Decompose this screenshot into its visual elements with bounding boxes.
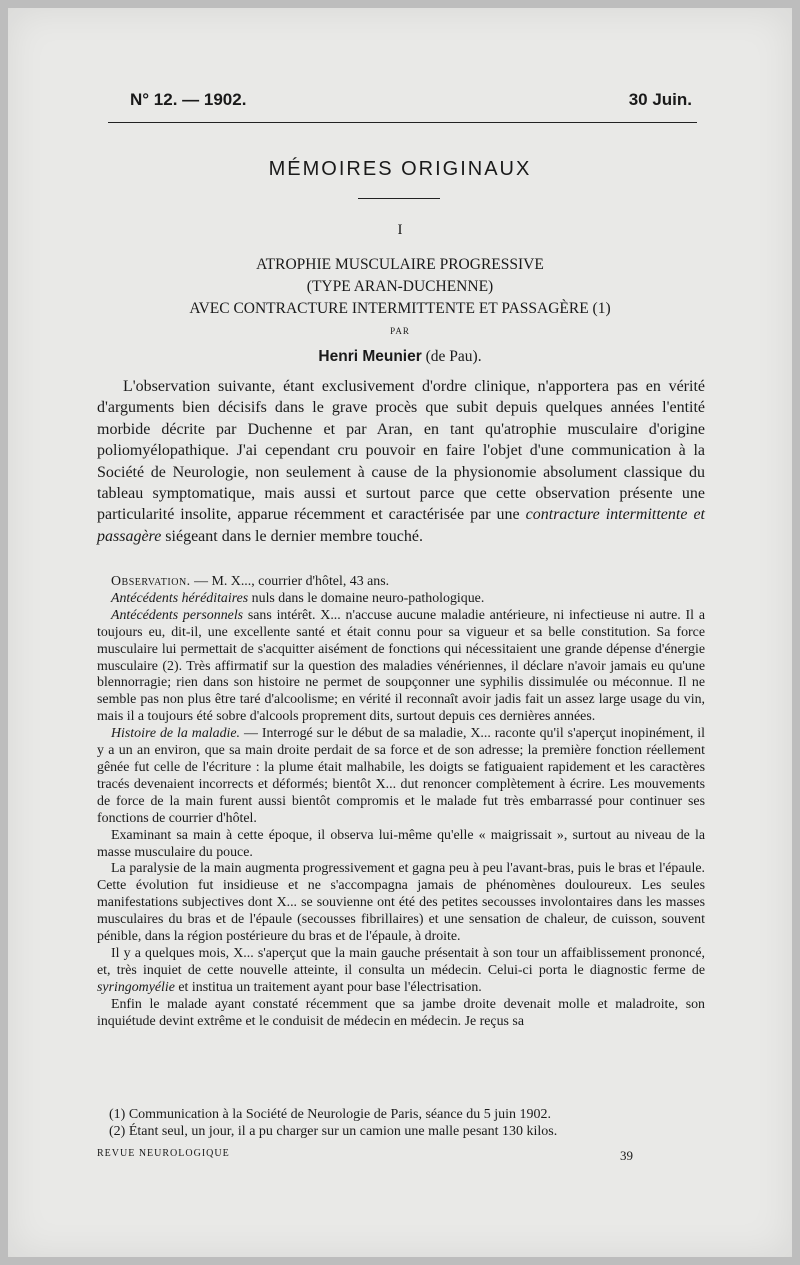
issue-number: N° 12. — 1902. bbox=[130, 90, 247, 109]
footnote: (1) Communication à la Société de Neurologie de Paris, séance du 5 juin 1902. bbox=[109, 1107, 552, 1122]
observation-heading: Observation. — M. X..., courrier d'hôtel, 43 ans. bbox=[111, 574, 390, 589]
section-title: MÉMOIRES ORIGINAUX bbox=[268, 158, 532, 180]
article-title bbox=[8, 254, 792, 320]
personal-history-paragraph: Antécédents personnels sans intérêt. X... n'accuse aucune maladie antérieure, ni infectieuse ni autre. Il a toujours eu, dit-il, une excellente santé et était connu pour sa vigueur et sa belle constitution. Sa force musculaire lui permettait de s'acquitter aisément de fonctions qui nécessitaient une grande dépense d'énergie musculaire (2). Très affirmatif sur la question des maladies vénériennes, il déclare n'avoir jamais eu qu'une blennorragie; rien dans son histoire ne permet de soupçonner une syphilis dissimulée ou méconnue. Il ne semble pas non plus être taré d'alcoolisme; en vérité il reconnaît avoir jadis fait un assez large usage du vin, mais il a toujours été sobre d'alcools proprement dits, surtout depuis ces dernières années. bbox=[97, 607, 705, 725]
disease-history-paragraph: Histoire de la maladie. — Interrogé sur le début de sa maladie, X... raconte qu'il s'aperçut inopinément, il y a un an environ, que sa main droite perdait de sa force et de son adresse; la première fonction réellement gênée fut celle de l'écriture : la plume était malhabile, les doigts se fatiguaient rapidement et les caractères tracés devenaient incorrects et déformés; bientôt X... dut renoncer complètement à écrire. Les mouvements de force de la main furent aussi bientôt compromis et le malade fut très embarrassé pour continuer ses fonctions de courrier d'hôtel. bbox=[97, 726, 705, 826]
footnotes bbox=[97, 1106, 705, 1140]
journal-name: REVUE NEUROLOGIQUE bbox=[97, 1148, 230, 1159]
intro-text bbox=[97, 376, 705, 547]
author-name: Henri Meunier bbox=[318, 348, 422, 365]
title-line: AVEC CONTRACTURE INTERMITTENTE ET PASSAGÈRE (1) bbox=[189, 300, 611, 317]
final-paragraph: Enfin le malade ayant constaté récemment que sa jambe droite devenait molle et maladroite, son inquiétude devint extrême et le conduisit de médecin en médecin. Je reçus sa bbox=[97, 996, 705, 1029]
title-line: ATROPHIE MUSCULAIRE PROGRESSIVE bbox=[256, 256, 544, 273]
par-label: PAR bbox=[390, 326, 410, 336]
left-hand-paragraph: Il y a quelques mois, X... s'aperçut que la main gauche présentait à son tour un affaiblissement prononcé, et, très inquiet de cette nouvelle atteinte, il consulta un médecin. Celui-ci porta le diagnostic ferme de syringomyélie et institua un traitement ayant pour base l'électrisation. bbox=[97, 945, 705, 995]
examination-paragraph: Examinant sa main à cette époque, il observa lui-même qu'elle « maigrissait », surtout au niveau de la masse musculaire du pouce. bbox=[97, 827, 705, 860]
footnote: (2) Étant seul, un jour, il a pu charger sur un camion une malle pesant 130 kilos. bbox=[109, 1124, 558, 1139]
author-place: (de Pau). bbox=[425, 348, 482, 365]
intro-paragraph: L'observation suivante, étant exclusivement d'ordre clinique, n'apportera pas en vérité d'arguments bien décisifs dans le grave procès que subit depuis quelques années l'entité morbide décrite par Duchenne et par Aran, en tant qu'atrophie musculaire d'origine poliomyélopathique. J'ai cependant cru pouvoir en faire l'objet d'une communication à la Société de Neurologie, non seulement à cause de la physionomie absolument classique du tableau symptomatique, mais aussi et surtout parce que cette observation présente une particularité insolite, apparue récemment et caractérisée par une contracture intermittente et passagère siégeant dans le dernier membre touché. bbox=[97, 378, 705, 545]
observation-label: Observation. bbox=[111, 574, 191, 589]
page-footer bbox=[97, 1148, 705, 1163]
hereditary-paragraph: Antécédents héréditaires nuls dans le domaine neuro-pathologique. bbox=[111, 590, 485, 606]
header-rule bbox=[108, 122, 697, 123]
journal-page bbox=[8, 8, 792, 1257]
page-number: 39 bbox=[620, 1148, 633, 1163]
intro-emphasis: contracture intermittente et passagère bbox=[97, 506, 705, 545]
section-rule bbox=[358, 198, 440, 199]
byline bbox=[8, 348, 792, 366]
article-number: I bbox=[397, 222, 403, 238]
paralysis-paragraph: La paralysie de la main augmenta progressivement et gagna peu à peu l'avant-bras, puis le bras et l'épaule. Cette évolution fut insidieuse et ne s'accompagna jamais de phénomènes douloureux. Les seules manifestations subjectives dont X... se souvienne ont été des petites secousses involontaires dans les masses musculaires du bras et de l'épaule (secousses fibrillaires) et une sensation de chaleur, de cuisson, souvent pénible, dans la région postérieure du bras et de l'épaule, à droite. bbox=[97, 861, 705, 945]
title-line: (TYPE ARAN-DUCHENNE) bbox=[306, 278, 494, 295]
issue-date: 30 Juin. bbox=[628, 90, 692, 109]
observation-text bbox=[97, 574, 705, 1030]
